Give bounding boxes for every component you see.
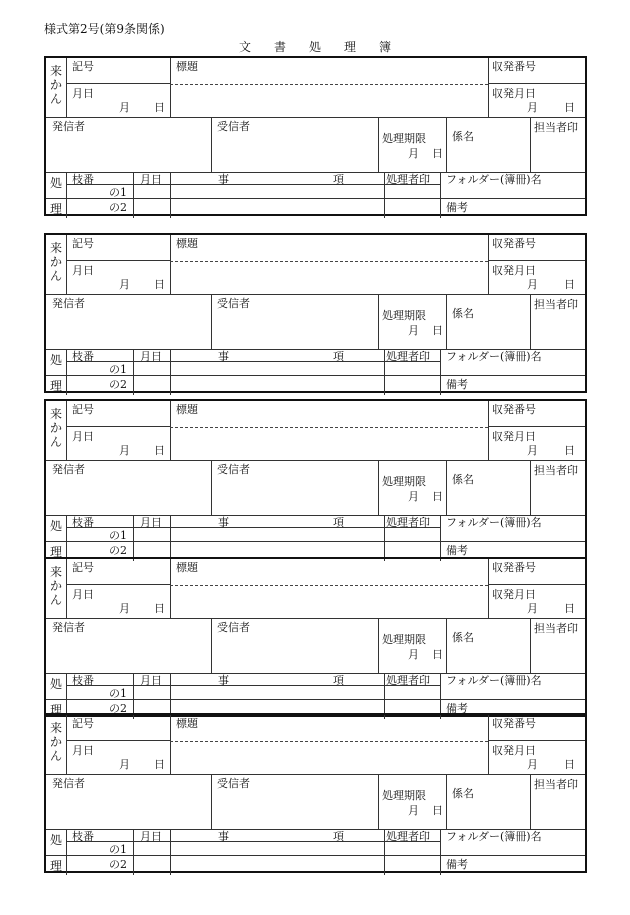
- tsuki-label: 月: [119, 101, 130, 114]
- biko-label: 備考: [446, 378, 468, 391]
- col-divider: [488, 401, 489, 460]
- col-divider: [446, 117, 447, 172]
- raikan-label: [49, 565, 63, 607]
- juhatsu-bango-label: 収発番号: [492, 60, 536, 73]
- juhatsu-bango-label: 収発番号: [492, 403, 536, 416]
- col-divider: [378, 117, 379, 172]
- kigo-label: 記号: [72, 237, 94, 250]
- hyodai-label: 標題: [176, 60, 198, 73]
- col-divider: [133, 349, 134, 395]
- col-divider: [384, 829, 385, 875]
- row-divider: [440, 375, 585, 376]
- col-divider: [378, 774, 379, 829]
- jushinsha-label: 受信者: [217, 120, 250, 133]
- col-divider: [378, 294, 379, 349]
- col-divider: [530, 460, 531, 515]
- no1-label: の1: [109, 687, 127, 700]
- biko-label: 備考: [446, 702, 468, 715]
- shori-char: 処: [49, 833, 62, 847]
- shori-char: 処: [49, 677, 62, 691]
- row-divider: [440, 198, 585, 199]
- col-divider: [530, 294, 531, 349]
- record-block: [44, 233, 587, 393]
- hyodai-label: 標題: [176, 237, 198, 250]
- col-divider: [440, 349, 441, 395]
- row-divider: [66, 83, 170, 84]
- kakari-mei-label: 係名: [452, 787, 474, 800]
- tantosha-in-label: 担当者印: [534, 778, 578, 791]
- row-divider: [46, 774, 585, 775]
- hi-label: 日: [432, 147, 443, 160]
- title-char: 文: [239, 40, 252, 54]
- hi-label: 日: [564, 758, 575, 771]
- no1-label: の1: [109, 363, 127, 376]
- tsukihi-label: 月日: [72, 87, 94, 100]
- ko-label: 項: [333, 350, 344, 363]
- ko-label: 項: [333, 516, 344, 529]
- shori-char: 理: [49, 379, 62, 393]
- row-divider: [46, 117, 585, 118]
- col-divider: [133, 829, 134, 875]
- raikan-char: ん: [49, 749, 62, 763]
- col-divider: [211, 774, 212, 829]
- row-divider: [66, 184, 440, 185]
- raikan-char: 来: [49, 241, 62, 255]
- tsukihi-label: 月日: [72, 744, 94, 757]
- juhatsu-tsukihi-label: 収発月日: [492, 744, 536, 757]
- tsuki-label: 月: [408, 648, 419, 661]
- biko-label: 備考: [446, 858, 468, 871]
- tantosha-in-label: 担当者印: [534, 464, 578, 477]
- record-block: [44, 557, 587, 717]
- shori-label: [49, 353, 63, 393]
- col-divider: [66, 715, 67, 774]
- row-divider: [66, 361, 440, 362]
- raikan-char: 来: [49, 565, 62, 579]
- shori-char: 処: [49, 353, 62, 367]
- row-divider: [46, 618, 585, 619]
- row-divider: [488, 260, 585, 261]
- dashed-divider: [170, 84, 488, 85]
- hi-label: 日: [432, 804, 443, 817]
- shorisha-in-label: 処理者印: [386, 830, 430, 843]
- col-divider: [66, 559, 67, 618]
- edaban-label: 枝番: [72, 350, 94, 363]
- col-divider: [170, 829, 171, 875]
- shori-label: [49, 677, 63, 717]
- juhatsu-bango-label: 収発番号: [492, 561, 536, 574]
- raikan-char: か: [49, 78, 62, 92]
- hyodai-label: 標題: [176, 717, 198, 730]
- juhatsu-bango-label: 収発番号: [492, 237, 536, 250]
- jushinsha-label: 受信者: [217, 463, 250, 476]
- col-divider: [384, 172, 385, 218]
- ji-label: 事: [218, 350, 229, 363]
- shori-char: 理: [49, 859, 62, 873]
- edaban-label: 枝番: [72, 830, 94, 843]
- ji-label: 事: [218, 516, 229, 529]
- col-divider: [530, 618, 531, 673]
- tsuki-label: 月: [408, 147, 419, 160]
- juhatsu-bango-label: 収発番号: [492, 717, 536, 730]
- tsuki-label: 月: [527, 758, 538, 771]
- title-char: 簿: [379, 40, 392, 54]
- raikan-char: 来: [49, 64, 62, 78]
- raikan-label: [49, 241, 63, 283]
- hasshinsha-label: 発信者: [52, 120, 85, 133]
- tsukihi-label: 月日: [72, 264, 94, 277]
- hasshinsha-label: 発信者: [52, 297, 85, 310]
- folder-name-label: フォルダー(簿冊)名: [446, 173, 542, 186]
- dashed-divider: [170, 427, 488, 428]
- ji-label: 事: [218, 173, 229, 186]
- col-divider: [440, 515, 441, 561]
- tsuki-label: 月: [408, 324, 419, 337]
- col-divider: [66, 172, 67, 218]
- col-divider: [211, 618, 212, 673]
- jushinsha-label: 受信者: [217, 621, 250, 634]
- no2-label: の2: [109, 858, 127, 871]
- raikan-char: か: [49, 421, 62, 435]
- row-divider: [66, 584, 170, 585]
- raikan-label: [49, 64, 63, 106]
- row-divider: [488, 83, 585, 84]
- shori-char: 理: [49, 202, 62, 216]
- title-char: 理: [344, 40, 357, 54]
- col-divider: [66, 349, 67, 395]
- kakari-mei-label: 係名: [452, 307, 474, 320]
- hi-label: 日: [564, 444, 575, 457]
- hi-label: 日: [154, 101, 165, 114]
- col-divider: [170, 401, 171, 460]
- col-divider: [446, 460, 447, 515]
- row-divider: [488, 426, 585, 427]
- gappi-label: 月日: [140, 674, 162, 687]
- col-divider: [170, 235, 171, 294]
- row-divider: [66, 841, 440, 842]
- dashed-divider: [170, 585, 488, 586]
- hi-label: 日: [564, 278, 575, 291]
- shori-kigen-label: 処理期限: [382, 789, 426, 802]
- raikan-label: [49, 721, 63, 763]
- tsuki-label: 月: [408, 804, 419, 817]
- gappi-label: 月日: [140, 516, 162, 529]
- raikan-char: ん: [49, 435, 62, 449]
- raikan-char: か: [49, 735, 62, 749]
- record-block: [44, 56, 587, 216]
- row-divider: [46, 294, 585, 295]
- col-divider: [170, 172, 171, 218]
- ji-label: 事: [218, 830, 229, 843]
- hi-label: 日: [432, 324, 443, 337]
- juhatsu-tsukihi-label: 収発月日: [492, 264, 536, 277]
- tsuki-label: 月: [527, 444, 538, 457]
- col-divider: [378, 618, 379, 673]
- folder-name-label: フォルダー(簿冊)名: [446, 830, 542, 843]
- col-divider: [384, 515, 385, 561]
- hi-label: 日: [432, 490, 443, 503]
- kakari-mei-label: 係名: [452, 631, 474, 644]
- folder-name-label: フォルダー(簿冊)名: [446, 350, 542, 363]
- tsuki-label: 月: [119, 602, 130, 615]
- kigo-label: 記号: [72, 403, 94, 416]
- row-divider: [66, 527, 440, 528]
- kakari-mei-label: 係名: [452, 130, 474, 143]
- no1-label: の1: [109, 843, 127, 856]
- ko-label: 項: [333, 173, 344, 186]
- hi-label: 日: [564, 602, 575, 615]
- tsuki-label: 月: [527, 278, 538, 291]
- juhatsu-tsukihi-label: 収発月日: [492, 87, 536, 100]
- row-divider: [66, 740, 170, 741]
- col-divider: [170, 349, 171, 395]
- hi-label: 日: [154, 602, 165, 615]
- shorisha-in-label: 処理者印: [386, 516, 430, 529]
- kigo-label: 記号: [72, 60, 94, 73]
- hyodai-label: 標題: [176, 403, 198, 416]
- col-divider: [66, 829, 67, 875]
- col-divider: [170, 715, 171, 774]
- gappi-label: 月日: [140, 350, 162, 363]
- raikan-char: ん: [49, 269, 62, 283]
- col-divider: [133, 172, 134, 218]
- col-divider: [378, 460, 379, 515]
- raikan-char: か: [49, 579, 62, 593]
- tantosha-in-label: 担当者印: [534, 298, 578, 311]
- row-divider: [46, 460, 585, 461]
- shori-char: 処: [49, 519, 62, 533]
- tsuki-label: 月: [527, 101, 538, 114]
- row-divider: [66, 260, 170, 261]
- jushinsha-label: 受信者: [217, 297, 250, 310]
- folder-name-label: フォルダー(簿冊)名: [446, 674, 542, 687]
- hasshinsha-label: 発信者: [52, 463, 85, 476]
- hi-label: 日: [154, 278, 165, 291]
- col-divider: [488, 715, 489, 774]
- col-divider: [488, 58, 489, 117]
- row-divider: [66, 426, 170, 427]
- col-divider: [170, 559, 171, 618]
- edaban-label: 枝番: [72, 173, 94, 186]
- no1-label: の1: [109, 529, 127, 542]
- no2-label: の2: [109, 201, 127, 214]
- shori-label: [49, 176, 63, 216]
- no2-label: の2: [109, 702, 127, 715]
- biko-label: 備考: [446, 201, 468, 214]
- tsukihi-label: 月日: [72, 588, 94, 601]
- form-number: 様式第2号(第9条関係): [44, 22, 165, 36]
- col-divider: [211, 117, 212, 172]
- kakari-mei-label: 係名: [452, 473, 474, 486]
- col-divider: [530, 117, 531, 172]
- record-block: [44, 399, 587, 559]
- tsuki-label: 月: [119, 278, 130, 291]
- col-divider: [530, 774, 531, 829]
- tsuki-label: 月: [408, 490, 419, 503]
- ko-label: 項: [333, 830, 344, 843]
- col-divider: [446, 618, 447, 673]
- col-divider: [211, 294, 212, 349]
- shori-kigen-label: 処理期限: [382, 309, 426, 322]
- row-divider: [440, 541, 585, 542]
- raikan-char: 来: [49, 407, 62, 421]
- col-divider: [446, 294, 447, 349]
- tsuki-label: 月: [527, 602, 538, 615]
- hyodai-label: 標題: [176, 561, 198, 574]
- hi-label: 日: [154, 758, 165, 771]
- tsuki-label: 月: [119, 758, 130, 771]
- shorisha-in-label: 処理者印: [386, 674, 430, 687]
- hi-label: 日: [154, 444, 165, 457]
- dashed-divider: [170, 261, 488, 262]
- shori-kigen-label: 処理期限: [382, 475, 426, 488]
- tsukihi-label: 月日: [72, 430, 94, 443]
- col-divider: [488, 235, 489, 294]
- record-block: [44, 713, 587, 873]
- col-divider: [66, 401, 67, 460]
- juhatsu-tsukihi-label: 収発月日: [492, 430, 536, 443]
- col-divider: [446, 774, 447, 829]
- col-divider: [440, 172, 441, 218]
- col-divider: [133, 515, 134, 561]
- shori-char: 理: [49, 545, 62, 559]
- raikan-char: 来: [49, 721, 62, 735]
- shori-char: 処: [49, 176, 62, 190]
- shorisha-in-label: 処理者印: [386, 173, 430, 186]
- hasshinsha-label: 発信者: [52, 777, 85, 790]
- shori-kigen-label: 処理期限: [382, 633, 426, 646]
- row-divider: [66, 685, 440, 686]
- hasshinsha-label: 発信者: [52, 621, 85, 634]
- row-divider: [440, 855, 585, 856]
- gappi-label: 月日: [140, 830, 162, 843]
- hi-label: 日: [564, 101, 575, 114]
- row-divider: [488, 740, 585, 741]
- col-divider: [211, 460, 212, 515]
- col-divider: [66, 235, 67, 294]
- raikan-char: ん: [49, 92, 62, 106]
- row-divider: [488, 584, 585, 585]
- raikan-char: か: [49, 255, 62, 269]
- shorisha-in-label: 処理者印: [386, 350, 430, 363]
- row-divider: [440, 699, 585, 700]
- title-char: 書: [274, 40, 287, 54]
- gappi-label: 月日: [140, 173, 162, 186]
- ko-label: 項: [333, 674, 344, 687]
- col-divider: [440, 829, 441, 875]
- col-divider: [384, 349, 385, 395]
- shori-label: [49, 833, 63, 873]
- col-divider: [66, 58, 67, 117]
- kigo-label: 記号: [72, 561, 94, 574]
- hi-label: 日: [432, 648, 443, 661]
- col-divider: [170, 58, 171, 117]
- raikan-char: ん: [49, 593, 62, 607]
- folder-name-label: フォルダー(簿冊)名: [446, 516, 542, 529]
- shori-label: [49, 519, 63, 559]
- biko-label: 備考: [446, 544, 468, 557]
- no1-label: の1: [109, 186, 127, 199]
- edaban-label: 枝番: [72, 674, 94, 687]
- jushinsha-label: 受信者: [217, 777, 250, 790]
- ji-label: 事: [218, 674, 229, 687]
- title-char: 処: [309, 40, 322, 54]
- no2-label: の2: [109, 544, 127, 557]
- raikan-label: [49, 407, 63, 449]
- tantosha-in-label: 担当者印: [534, 622, 578, 635]
- juhatsu-tsukihi-label: 収発月日: [492, 588, 536, 601]
- tantosha-in-label: 担当者印: [534, 121, 578, 134]
- edaban-label: 枝番: [72, 516, 94, 529]
- col-divider: [170, 515, 171, 561]
- shori-kigen-label: 処理期限: [382, 132, 426, 145]
- dashed-divider: [170, 741, 488, 742]
- no2-label: の2: [109, 378, 127, 391]
- col-divider: [66, 515, 67, 561]
- kigo-label: 記号: [72, 717, 94, 730]
- tsuki-label: 月: [119, 444, 130, 457]
- shori-char: 理: [49, 703, 62, 717]
- col-divider: [488, 559, 489, 618]
